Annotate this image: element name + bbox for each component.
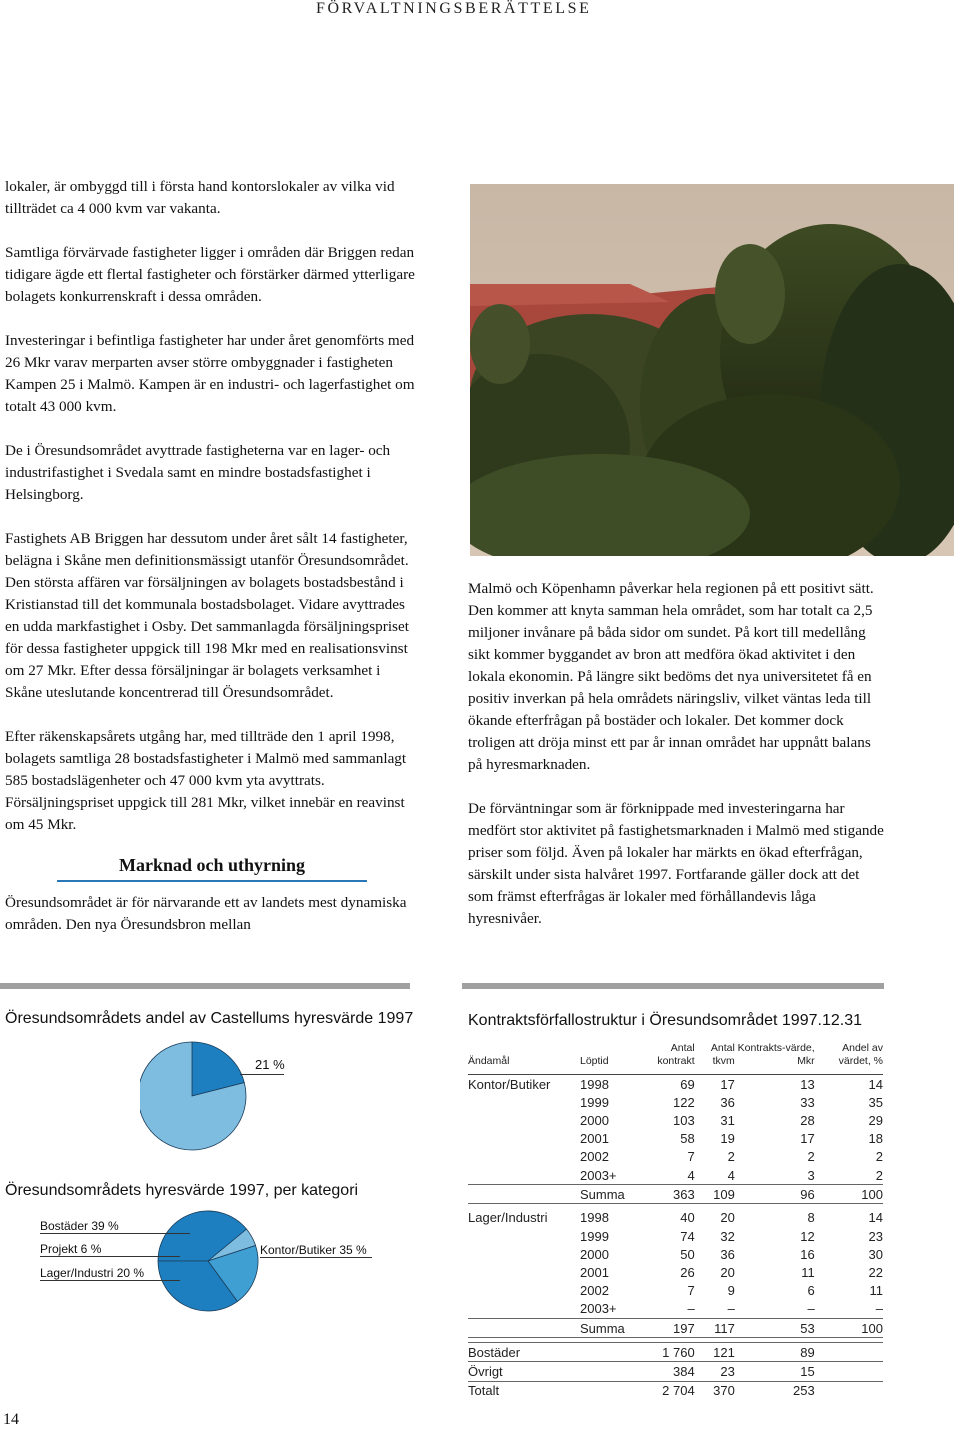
pie2-label-bostader: Bostäder 39 % [40,1219,190,1234]
table-cell: 363 [640,1185,695,1204]
table-cell: 1998 [580,1076,609,1092]
table-cell: – [807,1301,815,1317]
pie-chart-share [140,1038,300,1158]
col-header: Andel av värdet, % [815,1040,883,1075]
table-cell: 40 [680,1210,695,1226]
table-cell: 2001 [580,1131,609,1147]
table-row [468,1343,883,1362]
table-cell: 1998 [580,1210,609,1226]
pie2-label-projekt: Projekt 6 % [40,1242,180,1257]
table-cell [468,1227,580,1245]
table-cell [468,1130,580,1148]
table-cell: 370 [695,1381,735,1400]
table-cell: 18 [868,1131,883,1147]
table-cell: 36 [720,1246,735,1262]
table-row [468,1130,883,1148]
page-number: 14 [3,1411,19,1428]
table-cell: 74 [680,1228,695,1244]
table-cell: 2 704 [640,1381,695,1400]
table-cell: 109 [695,1185,735,1204]
table-cell: 16 [800,1246,815,1262]
table-cell: 2002 [580,1149,609,1165]
table-cell: 7 [687,1149,695,1165]
table-cell: 35 [868,1094,883,1110]
table-cell: 30 [868,1246,883,1262]
left-column [5,176,420,958]
table-cell: 2 [727,1149,735,1165]
table-cell [468,1148,580,1166]
table-cell: Kontor/Butiker [468,1076,551,1092]
table-cell: 1999 [580,1228,609,1244]
col-header: Kontrakts-värde, Mkr [735,1040,815,1075]
table-cell: 19 [720,1131,735,1147]
table-cell: 8 [807,1210,815,1226]
table-cell: 33 [800,1094,815,1110]
table-cell: 1999 [580,1094,609,1110]
table-cell: 36 [720,1094,735,1110]
table-row [468,1282,883,1300]
building-photo [470,184,954,556]
table-cell: Lager/Industri [468,1210,548,1226]
table-row [468,1318,883,1337]
section-header: FÖRVALTNINGSBERÄTTELSE [316,0,592,17]
table-row [468,1227,883,1245]
table-cell [815,1381,883,1400]
table-row [468,1245,883,1263]
table-row [468,1148,883,1166]
table-cell: 11 [869,1283,883,1299]
table-cell: 13 [800,1076,815,1092]
table-cell: 2000 [580,1246,609,1262]
table-cell: Summa [580,1318,640,1337]
table-cell: 22 [868,1264,883,1280]
table-cell: 69 [680,1076,695,1092]
table-cell: 17 [720,1076,735,1092]
table-cell: 4 [687,1167,695,1183]
pie1-leader [240,1074,284,1075]
paragraph: Investeringar i befintliga fastigheter har under året genomförts med 26 Mkr varav merparten avser större ombyggnader i fastigheten Kampen 25 i Malmö. Kampen är en industri- och lagerfastighet om totalt 43 000 kvm. [5,332,415,415]
table-row [468,1185,883,1204]
table-row [468,1362,883,1381]
pie1-label: 21 % [255,1057,285,1072]
table-cell: Totalt [468,1381,580,1400]
table-cell: 23 [868,1228,883,1244]
table-cell: 7 [687,1283,695,1299]
table-row [468,1166,883,1185]
paragraph: De förväntningar som är förknippade med investeringarna har medfört stor aktivitet på fastighetsmarknaden i Malmö med stigande priser som följd. Även på lokaler har märkts en ökad efterfrågan, särskilt under sista halvåret 1997. Fortfarande gäller dock att det som främst efterfrågas är lokaler med förhållandevis låga hyresnivåer. [468,800,884,927]
table-cell: 12 [800,1228,815,1244]
table-cell: 6 [807,1283,815,1299]
pie1-title: Öresundsområdets andel av Castellums hyresvärde 1997 [5,1010,414,1027]
table-cell: 2003+ [580,1301,617,1317]
table-cell: Summa [580,1185,640,1204]
paragraph: lokaler, är ombyggd till i första hand kontorslokaler av vilka vid tillträdet ca 4 000 kvm var vakanta. [5,178,395,217]
pie2-title: Öresundsområdets hyresvärde 1997, per kategori [5,1182,359,1199]
table-cell: Bostäder [468,1343,580,1362]
table-cell: 32 [720,1228,735,1244]
table-cell [468,1263,580,1281]
table-cell [815,1362,883,1381]
table-cell: – [727,1301,735,1317]
table-cell [468,1185,580,1204]
table-cell [580,1362,640,1381]
table-row [468,1263,883,1281]
table-cell: 50 [680,1246,695,1262]
table-cell: 1 760 [640,1343,695,1362]
paragraph: Fastighets AB Briggen har dessutom under året sålt 14 fastigheter, belägna i Skåne men definitionsmässigt utanför Öresundsområdet. Den största affären var försäljningen av bolagets bostadsbestånd i Kristianstad till det kommunala bostadsbolaget. Vidare avyttrades en udda markfastighet i Osby. Det sammanlagda försäljningspriset för dessa fastigheter uppgick till 198 Mkr med en realisationsvinst om 27 Mkr. Efter dessa försäljningar är bolagets verksamhet i Skåne uteslutande koncentrerad till Öresundsområdet. [5,530,409,701]
table-cell: 100 [815,1318,883,1337]
table-cell [468,1166,580,1185]
paragraph: Samtliga förvärvade fastigheter ligger i områden där Briggen redan tidigare ägde ett flertal fastigheter och förstärker därmed ytterligare bolagets konkurrenskraft i dessa områden. [5,244,415,305]
table-cell: 9 [727,1283,735,1299]
table-cell: 2 [807,1149,815,1165]
table-cell: 3 [807,1167,815,1183]
table-cell: 122 [672,1094,695,1110]
table-row [468,1075,883,1094]
table-cell: 2 [875,1167,883,1183]
table-cell: 100 [815,1185,883,1204]
table-cell: 103 [672,1112,695,1128]
section-rule-left [0,983,410,989]
table-cell: 14 [868,1076,883,1092]
table-cell: 26 [680,1264,695,1280]
table-cell [468,1282,580,1300]
table-row [468,1111,883,1129]
contract-table [468,1040,883,1400]
table-row [468,1093,883,1111]
table-cell [468,1318,580,1337]
table-cell: 15 [735,1362,815,1381]
col-header: Ändamål [468,1040,580,1075]
table-cell: 20 [720,1264,735,1280]
table-cell [580,1381,640,1400]
table-cell: 89 [735,1343,815,1362]
table-cell [468,1111,580,1129]
table-cell: 11 [801,1264,815,1280]
subheading-market: Marknad och uthyrning [57,854,367,882]
paragraph: Öresundsområdet är för närvarande ett av landets mest dynamiska områden. Den nya Öresundsbron mellan [5,894,407,933]
table-cell: 2 [875,1149,883,1165]
table-cell: 29 [868,1112,883,1128]
col-header: Löptid [580,1040,640,1075]
col-header: Antal kontrakt [640,1040,695,1075]
table-cell: 197 [640,1318,695,1337]
table-cell: 2003+ [580,1167,617,1183]
table-cell: 2000 [580,1112,609,1128]
pie2-label-kontor: Kontor/Butiker 35 % [260,1243,372,1258]
table-cell: 96 [735,1185,815,1204]
table-cell: – [687,1301,695,1317]
table-cell: – [875,1301,883,1317]
table-cell: 253 [735,1381,815,1400]
table-row [468,1300,883,1319]
table-cell: 31 [720,1112,735,1128]
contract-table-grid [468,1040,883,1400]
paragraph: Malmö och Köpenhamn påverkar hela regionen på ett positivt sätt. Den kommer att knyta samman hela området, som har totalt ca 2,5 miljoner invånare på båda sidor om sundet. På kort till medellång sikt kommer byggandet av bron att medföra ökad aktivitet i den lokala ekonomin. På längre sikt bedöms det nya universitetet få en positiv inverkan på hela områdets näringsliv, vilket väntas leda till ökande efterfrågan på bostäder och lokaler. Det kommer dock troligen att dröja minst ett par år innan området har uppnått balans på hyresmarknaden. [468,580,874,773]
table-cell: 23 [695,1362,735,1381]
section-rule-right [462,983,884,989]
table-cell: 2001 [580,1264,609,1280]
table-cell [468,1300,580,1319]
table-cell: 121 [695,1343,735,1362]
table-cell: Övrigt [468,1362,580,1381]
table-cell: 17 [800,1131,815,1147]
table-cell: 4 [727,1167,735,1183]
table-title: Kontraktsförfallostruktur i Öresundsområdet 1997.12.31 [468,1012,862,1029]
table-cell [468,1245,580,1263]
table-cell: 28 [800,1112,815,1128]
paragraph: De i Öresundsområdet avyttrade fastigheterna var en lager- och industrifastighet i Svedala samt en mindre bostadsfastighet i Helsingborg. [5,442,391,503]
table-cell: 384 [640,1362,695,1381]
table-row [468,1381,883,1400]
table-cell: 53 [735,1318,815,1337]
table-cell [815,1343,883,1362]
table-cell [468,1093,580,1111]
table-cell: 117 [695,1318,735,1337]
table-cell: 2002 [580,1283,609,1299]
right-column [468,578,888,952]
table-cell: 20 [720,1210,735,1226]
table-cell: 58 [680,1131,695,1147]
table-row [468,1209,883,1227]
table-cell: 14 [868,1210,883,1226]
col-header: Antal tkvm [695,1040,735,1075]
table-cell [580,1343,640,1362]
pie2-label-lager: Lager/Industri 20 % [40,1266,180,1281]
paragraph: Efter räkenskapsårets utgång har, med tillträde den 1 april 1998, bolagets samtliga 28 bostadsfastigheter i Malmö med sammanlagt 585 bostadslägenheter och 47 000 kvm yta avyttrats. Försäljningspriset uppgick till 281 Mkr, vilket innebär en reavinst om 45 Mkr. [5,728,407,833]
